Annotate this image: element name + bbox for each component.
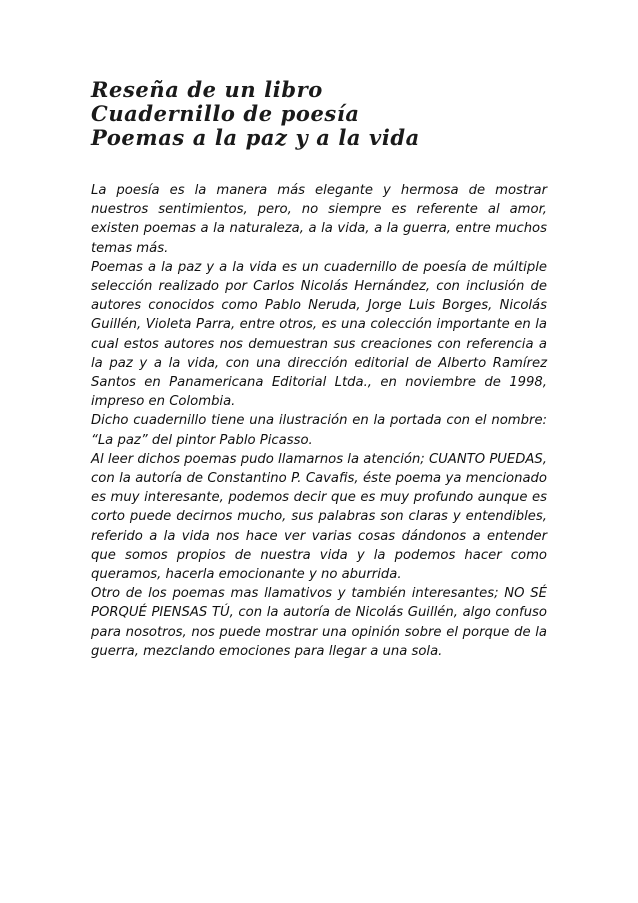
paragraph-no-se-porque: Otro de los poemas mas llamativos y también interesantes; NO SÉ PORQUÉ PIENSAS TÚ, con la autoría de Nicolás Guillén, algo confuso para nosotros, nos puede mostrar una opinión sobre el porque de la guerra, mezclando emociones para llegar a una sola.: [91, 586, 547, 659]
title-booklet: Cuadernillo de poesía: [91, 101, 360, 126]
paragraph-cuanto-puedas: Al leer dichos poemas pudo llamarnos la atención; CUANTO PUEDAS, con la autoría de Constantino P. Cavafis, éste poema ya mencionado es muy interesante, podemos decir que es muy profundo aunque es corto puede decirnos mucho, sus palabras son claras y entendibles, referido a la vida nos hace ver varias cosas dándonos a entender que somos propios de nuestra vida y la podemos hacer como queramos, hacerla emocionante y no aburrida.: [91, 451, 547, 583]
title-block: [91, 78, 561, 150]
paragraph-intro: La poesía es la manera más elegante y hermosa de mostrar nuestros sentimientos, pero, no siempre es referente al amor, existen poemas a la naturaleza, a la vida, a la guerra, entre muchos temas más.: [91, 183, 547, 256]
paragraph-cover-illustration: Dicho cuadernillo tiene una ilustración en la portada con el nombre: “La paz” del pintor Pablo Picasso.: [91, 413, 547, 448]
title-review: Reseña de un libro: [91, 77, 323, 102]
review-body: [91, 181, 547, 661]
title-book-name: Poemas a la paz y a la vida: [91, 125, 420, 150]
paragraph-book-description: Poemas a la paz y a la vida es un cuadernillo de poesía de múltiple selección realizado por Carlos Nicolás Hernández, con inclusión de autores conocidos como Pablo Neruda, Jorge Luis Borges, Nicolás Guillén, Violeta Parra, entre otros, es una colección importante en la cual estos autores nos demuestran sus creaciones con referencia a la paz y a la vida, con una dirección editorial de Alberto Ramírez Santos en Panamericana Editorial Ltda., en noviembre de 1998, impreso en Colombia.: [91, 259, 547, 410]
